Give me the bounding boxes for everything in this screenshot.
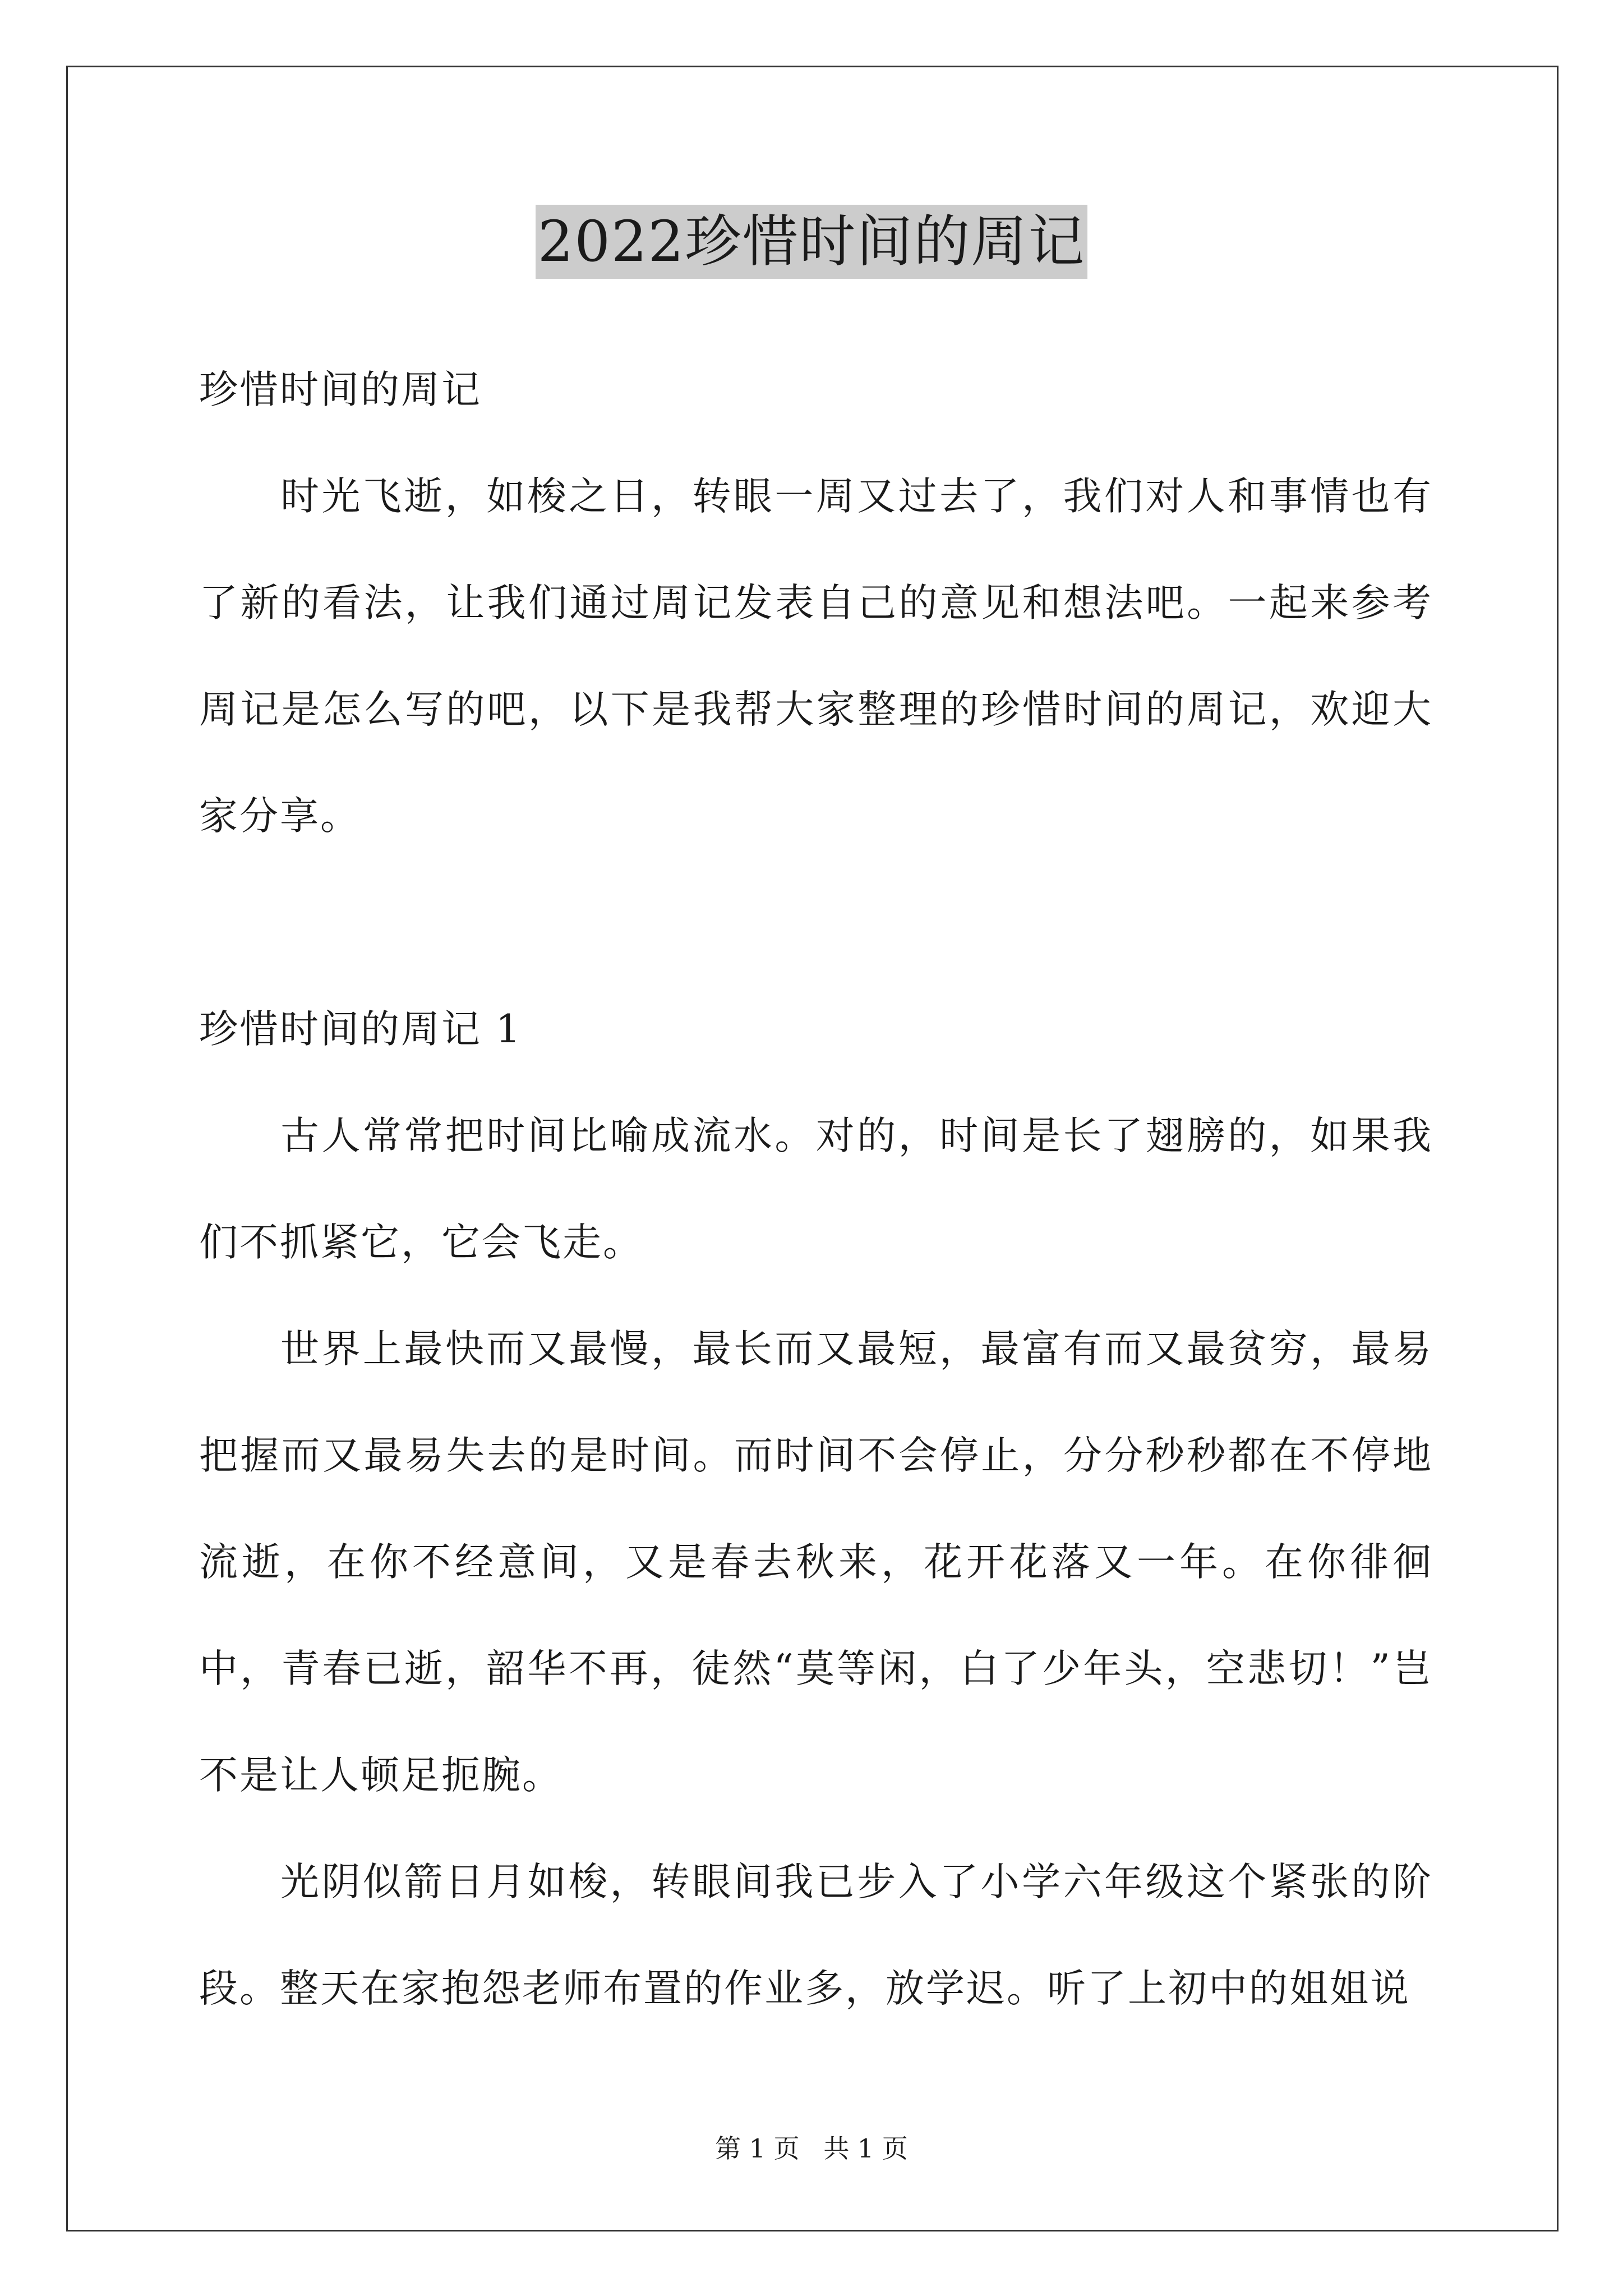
page-footer <box>0 2132 1623 2165</box>
document-body <box>199 337 1433 2042</box>
page-total: 共 1 页 <box>823 2133 908 2164</box>
subtitle: 珍惜时间的周记 <box>199 367 482 412</box>
document-title: 2022珍惜时间的周记 <box>536 205 1088 279</box>
paragraph-1: 古人常常把时间比喻成流水。对的，时间是长了翅膀的，如果我们不抓紧它，它会飞走。 <box>199 1114 1433 1265</box>
spacer <box>199 869 1433 976</box>
intro-paragraph: 时光飞逝，如梭之日，转眼一周又过去了，我们对人和事情也有了新的看法，让我们通过周记发表自己的意见和想法吧。一起来参考周记是怎么写的吧，以下是我帮大家整理的珍惜时间的周记，欢迎大家分享。 <box>199 474 1433 839</box>
paragraph-3: 光阴似箭日月如梭，转眼间我已步入了小学六年级这个紧张的阶段。整天在家抱怨老师布置的作业多，放学迟。听了上初中的姐姐说 <box>199 1860 1433 2011</box>
title-container <box>0 205 1623 279</box>
section-heading: 珍惜时间的周记 1 <box>199 1007 522 1052</box>
page-number: 第 1 页 <box>715 2133 800 2164</box>
paragraph-2: 世界上最快而又最慢，最长而又最短，最富有而又最贫穷，最易把握而又最易失去的是时间。而时间不会停止，分分秒秒都在不停地流逝，在你不经意间，又是春去秋来，花开花落又一年。在你徘徊中，青春已逝，韶华不再，徒然“莫等闲，白了少年头，空悲切！”岂不是让人顿足扼腕。 <box>199 1327 1433 1798</box>
